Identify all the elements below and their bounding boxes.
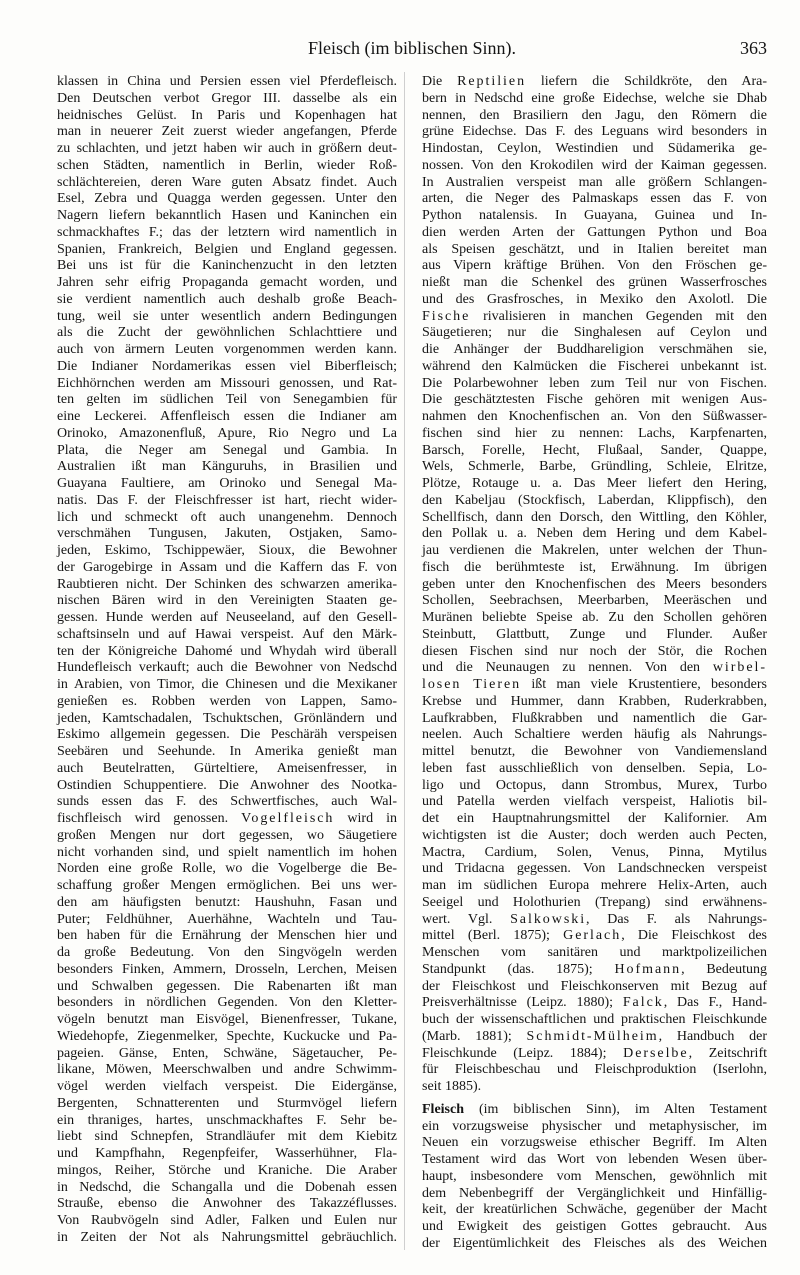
- text-line: Muränen beliebte Speise ab. Zu den Schollen gehören: [422, 610, 767, 625]
- text-line: Plötze, Rotauge u. a. Das Meer liefert den Hering,: [422, 476, 767, 491]
- text-line: fisch die berühmteste ist, Erwähnung. Im übrigen: [422, 559, 767, 575]
- text-line: dem Nebenbegriff der Vergänglichkeit und Hinfällig-: [422, 1185, 767, 1201]
- text-line: ten der Königreiche Dahomé und Whydah wird überall: [57, 643, 397, 659]
- text-line: Eskimo allgemein gegessen. Die Peschäräh verspeisen: [57, 727, 397, 743]
- text-line: und Patella werden vielfach verspeist, Haliotis bil-: [422, 794, 767, 810]
- text-line: [422, 912, 767, 929]
- text-line: sie verdient namentlich auch deshalb große Beach-: [57, 291, 397, 307]
- text-line: nicht vorhanden sind, und spielt namentlich im hohen: [57, 844, 397, 860]
- spaced-emphasis: wirbel-: [712, 660, 767, 676]
- text-line: Schellfisch, dann den Dorsch, den Wittling, den Köhler,: [422, 509, 767, 525]
- text-line: mittel benutzt, die Bewohner von Vandiemensland: [422, 744, 767, 759]
- text-line: großen Mengen nur dort gegessen, wo Säugetiere: [57, 827, 397, 843]
- text-line: eine Leckerei. Affenfleisch essen die Indianer am: [57, 409, 397, 424]
- text-line: Esel, Zebra und Quagga werden gegessen. Unter den: [57, 191, 397, 207]
- text-segment: rivalisieren in manchen Gegenden mit den: [470, 308, 767, 324]
- text-line: ein thraniges, hartes, unschmackhaftes F. Sehr be-: [57, 1112, 397, 1128]
- text-line: arten, die Neger des Palmaskaps essen das F. von: [422, 191, 767, 207]
- text-line: pageien. Gänse, Enten, Schwäne, Sägetaucher, Pe-: [57, 1045, 397, 1061]
- text-line: bern in Nedschd eine große Eidechse, welche sie Dhab: [422, 90, 767, 106]
- text-line: den Pollak u. a. Neben dem Hering und dem Kabel-: [422, 526, 767, 542]
- text-line: keit, der kreatürlichen Schwäche, gegenüber der Macht: [422, 1202, 767, 1218]
- text-line: [422, 660, 767, 677]
- text-line: Norden eine große Rolle, wo die Vogelberge die Be-: [57, 861, 397, 877]
- text-segment: und die Neunaugen zu nennen. Von den: [422, 660, 713, 676]
- text-line: Plata, die Neger am Senegal und Gambia. In: [57, 442, 397, 458]
- text-line: Testament wird das Wort von lebenden Wesen über-: [422, 1152, 767, 1167]
- text-segment: Standpunkt (das. 1875);: [422, 961, 615, 977]
- text-line: wichtigsten ist die Auster; doch werden auch Pecten,: [422, 827, 767, 843]
- spaced-emphasis: Hofmann: [614, 961, 682, 977]
- text-line: zu schlachten, und jetzt haben wir auch in größern deut-: [57, 141, 397, 156]
- text-line: Hindostan, Ceylon, Westindien und Südamerika ge-: [422, 141, 767, 156]
- text-line: [57, 811, 397, 828]
- text-line: Die geschätztesten Fische gehören mit wenigen Aus-: [422, 392, 767, 408]
- text-line: Guayana Faultiere, am Orinoko und Senegal Ma-: [57, 476, 397, 491]
- text-line: den am häufigsten benutzt: Haushuhn, Fasan und: [57, 894, 397, 910]
- text-segment: wird in: [334, 811, 397, 826]
- right-column: [422, 74, 767, 1253]
- text-line: Schollen, Seebrachsen, Meerbarben, Meeräschen und: [422, 593, 767, 609]
- text-line: grüne Eidechse. Das F. des Leguans wird besonders in: [422, 124, 767, 140]
- text-line: Australien ißt man Känguruhs, in Brasilien und: [57, 459, 397, 475]
- text-line: geben unter den Knochenfischen des Meers besonders: [422, 576, 767, 592]
- text-line: und Kampfhahn, Regenpfeifer, Wasserhühner, Fla-: [57, 1146, 397, 1161]
- text-line: da große Bedeutung. Von den Singvögeln werden: [57, 945, 397, 960]
- text-line: nischen Bären wird in den Vereinigten Staaten ge-: [57, 593, 397, 609]
- text-line: schmackhaftes F.; das der letztern wird namentlich in: [57, 224, 397, 240]
- text-line: Die Polarbewohner leben zum Teil nur von Fischen.: [422, 375, 767, 391]
- text-line: jeden, Eskimo, Tschippewäer, Sioux, die Bewohner: [57, 543, 397, 558]
- text-segment: , Das F. als Nahrungs-: [586, 911, 767, 927]
- text-line: Die Indianer Nordamerikas essen viel Biberfleisch;: [57, 358, 397, 374]
- text-line: in Arabien, von Timor, die Chinesen und die Mexikaner: [57, 677, 397, 692]
- text-line: und des Grasfrosches, in Mexiko den Axolotl. Die: [422, 291, 767, 307]
- text-segment: Die: [422, 74, 458, 89]
- text-line: haupt, insbesondere vom Menschen, gewöhnlich mit: [422, 1168, 767, 1184]
- spaced-emphasis: Schmidt-Mülheim: [526, 1028, 659, 1044]
- text-line: ben haben für die Ernährung der Menschen hier und: [57, 928, 397, 944]
- spaced-emphasis: Reptilien: [457, 74, 527, 89]
- text-line: [422, 74, 767, 91]
- text-line: Orinoko, Amazonenfluß, Apure, Rio Negro und La: [57, 425, 397, 441]
- text-line: der Garogebirge in Assam und die Kaffern das F. von: [57, 559, 397, 575]
- text-line: Hundefleisch verkauft; auch die Bewohner von Nedschd: [57, 660, 397, 676]
- article-text-block: [57, 74, 397, 1247]
- text-segment: mittel (Berl. 1875);: [422, 928, 564, 944]
- text-line: Den Deutschen verbot Gregor III. dasselbe als ein: [57, 90, 397, 106]
- text-line: Ostindien Schuppentiere. Die Anwohner des Nootka-: [57, 777, 397, 793]
- text-line: auch Beutelratten, Gürteltiere, Ameisenfresser, in: [57, 760, 397, 776]
- text-line: vögeln benutzt man Eisvögel, Bienenfresser, Tukane,: [57, 1012, 397, 1027]
- spaced-emphasis: Salkowski: [510, 911, 587, 927]
- text-line: seit 1885).: [422, 1079, 482, 1094]
- text-line: auch von ärmern Leuten vorgenommen werden kann.: [57, 342, 397, 357]
- text-line: [422, 309, 767, 326]
- text-line: [422, 962, 767, 979]
- text-line: in Zeiten der Not als Nahrungsmittel gebräuchlich.: [57, 1229, 397, 1245]
- text-line: nießt man die Schenkel des grünen Wasserfrosches: [422, 275, 767, 290]
- text-line: man im südlichen Europa mehrere Helix-Arten, auch: [422, 878, 767, 893]
- text-line: Jahren sehr eifrig Propaganda gemacht worden, und: [57, 275, 397, 290]
- text-segment: fischfleisch wird genossen.: [57, 811, 242, 826]
- text-line: ten gelten im südlichen Teil von Senegambien für: [57, 392, 397, 408]
- text-line: ein vorzugsweise physischer und metaphysischer, im: [422, 1118, 767, 1134]
- text-line: Eichhörnchen werden am Missouri genossen, und Rat-: [57, 375, 397, 391]
- text-line: Steinbutt, Glattbutt, Zunge und Flunder. Außer: [422, 626, 767, 642]
- spaced-emphasis: Vogelfleisch: [241, 811, 335, 826]
- text-line: die Anhänger der Buddhareligion verschmähen sie,: [422, 342, 767, 357]
- text-line: In Australien verspeist man alle größern Schlangen-: [422, 174, 767, 190]
- article-headword: Fleisch: [422, 1101, 464, 1117]
- text-line: aus Vipern kräftige Brühen. Von den Fröschen ge-: [422, 258, 767, 274]
- text-line: leben fast ausschließlich von denselben. Sepia, Lo-: [422, 760, 767, 776]
- text-line: genießen es. Robben werden von Lappen, Samo-: [57, 693, 397, 709]
- column-divider: [404, 72, 405, 1250]
- text-line: Wiedehopfe, Ziegenmelker, Spechte, Kuckucke und Pa-: [57, 1028, 397, 1044]
- text-segment: , Handbuch der: [658, 1028, 767, 1044]
- text-line: und Tridacna gegessen. Von Landschnecken verspeist: [422, 861, 767, 877]
- text-line: det ein Hauptnahrungsmittel der Kalifornier. Am: [422, 811, 767, 826]
- text-line: besonders in nördlichen Gegenden. Von den Kletter-: [57, 995, 397, 1011]
- text-line: [422, 1102, 767, 1119]
- text-line: Mactra, Cardium, Solen, Venus, Pinna, Mytilus: [422, 844, 767, 860]
- text-line: Bei uns ist für die Kaninchenzucht in den letzten: [57, 258, 397, 274]
- page-number: 363: [740, 38, 767, 58]
- text-line: Bergenten, Schnatterenten und Sturmvögel liefern: [57, 1095, 397, 1111]
- text-line: Säugetieren; nur die Singhalesen auf Ceylon und: [422, 325, 767, 341]
- text-line: und Ewigkeit des geistigen Gottes gebraucht. Aus: [422, 1219, 767, 1234]
- spaced-emphasis: Derselbe: [623, 1045, 689, 1061]
- text-line: fischen sind hier zu nennen: Lachs, Karpfenarten,: [422, 425, 767, 441]
- text-line: in Nedschd, die Schangalla und die Dobenah essen: [57, 1179, 397, 1195]
- text-line: natis. Das F. der Fleischfresser ist hart, riecht wider-: [57, 492, 397, 508]
- text-line: besonders Finken, Ammern, Drosseln, Lerchen, Meisen: [57, 961, 397, 977]
- text-line: [422, 995, 767, 1012]
- text-line: als Speisen geschätzt, und in Italien bereitet man: [422, 241, 767, 257]
- running-head: Fleisch (im biblischen Sinn).: [308, 38, 516, 58]
- text-line: Python natalensis. In Guayana, Guinea und In-: [422, 208, 767, 223]
- text-line: der Eigentümlichkeit des Fleisches als des Weichen: [422, 1235, 767, 1251]
- text-line: und Schwalben gegessen. Die Rabenarten ißt man: [57, 978, 397, 994]
- text-line: schlächtereien, deren Ware guten Absatz findet. Auch: [57, 174, 397, 190]
- text-line: schaftsinseln und auf Hawai verspeist. Auf den Märk-: [57, 626, 397, 642]
- spaced-emphasis: Gerlach: [563, 928, 622, 944]
- text-line: Puter; Feldhühner, Auerhähne, Wachteln und Tau-: [57, 911, 397, 927]
- text-line: Neuen ein vorzugsweise ethischer Begriff. Im Alten: [422, 1135, 767, 1151]
- text-line: Barsch, Forelle, Hecht, Flußaal, Sander, Quappe,: [422, 442, 767, 458]
- article-text-block: [422, 74, 767, 1096]
- text-line: ligo und Octopus, dann Strombus, Murex, Turbo: [422, 777, 767, 793]
- text-line: Strauße, ebenso die Anwohner des Takazzéflusses.: [57, 1196, 397, 1212]
- text-line: liebt sind Schnepfen, Strandläufer mit dem Kiebitz: [57, 1129, 397, 1145]
- text-line: [422, 677, 767, 694]
- text-segment: , Die Fleischkost des: [621, 928, 768, 944]
- text-line: likane, Möwen, Meerschwalben und andre Schwimm-: [57, 1062, 397, 1078]
- text-line: Spanien, Frankreich, Belgien und England gegessen.: [57, 241, 397, 257]
- text-line: nennen, den Brasiliern den Jagu, den Römern die: [422, 107, 767, 123]
- text-line: sunds essen das F. des Schwertfisches, auch Wal-: [57, 794, 397, 810]
- text-line: buch der wissenschaftlichen und praktischen Fleischkunde: [422, 1012, 767, 1027]
- left-column: [57, 74, 397, 1247]
- text-line: heidnisches Gelüst. In Paris und Kopenhagen hat: [57, 107, 397, 123]
- spaced-emphasis: Falck: [622, 995, 664, 1011]
- text-line: Krebse und Hummer, dann Krabben, Ruderkrabben,: [422, 693, 767, 709]
- text-line: Menschen vom sanitären und marktpolizeilichen: [422, 945, 767, 960]
- text-line: verschmähen Tungusen, Jakuten, Ostjaken, Samo-: [57, 526, 397, 542]
- text-line: Raubtieren nicht. Der Schinken des schwarzen amerika-: [57, 576, 397, 592]
- article-text-block: [422, 1102, 767, 1253]
- text-segment: Fleischkunde (Leipz. 1884);: [422, 1045, 624, 1061]
- text-segment: Preisverhältnisse (Leipz. 1880);: [422, 995, 623, 1011]
- text-line: klassen in China und Persien essen viel Pferdefleisch.: [57, 74, 397, 89]
- text-segment: , Bedeutung: [681, 961, 768, 977]
- text-segment: (Marb. 1881);: [422, 1028, 527, 1044]
- text-line: nahmen den Knochenfischen an. Von den Süßwasser-: [422, 409, 767, 424]
- text-segment: , Das F., Hand-: [663, 995, 767, 1011]
- text-line: als die Zucht der gewöhnlichen Schlachttiere und: [57, 325, 397, 341]
- text-line: Wels, Schmerle, Barbe, Gründling, Schleie, Elritze,: [422, 459, 767, 475]
- spaced-emphasis: Fische: [422, 308, 471, 324]
- text-line: der Fleischkost und Fleischkonserven mit Bezug auf: [422, 978, 767, 994]
- text-line: Seeigel und Holothurien (Trepang) sind erwähnens-: [422, 894, 767, 910]
- text-line: [422, 1046, 767, 1063]
- text-segment: wert. Vgl.: [422, 911, 511, 927]
- text-segment: liefern die Schildkröte, den Ara-: [526, 74, 767, 89]
- text-line: Seebären und Seehunde. In Amerika genießt man: [57, 744, 397, 759]
- text-line: diesen Fischen sind nur noch der Stör, die Rochen: [422, 643, 767, 659]
- text-line: [422, 928, 767, 945]
- text-segment: ißt man viele Krustentiere, besonders: [521, 677, 767, 692]
- text-segment: , Zeitschrift: [688, 1045, 767, 1061]
- text-line: jau verdienen die Makrelen, unter welchen der Thun-: [422, 543, 767, 558]
- text-line: Nagern liefern bekanntlich Hasen und Kaninchen ein: [57, 208, 397, 223]
- text-line: schaffung großer Mengen ermöglichen. Bei uns wer-: [57, 878, 397, 893]
- text-line: dien werden Arten der Gattungen Python und Boa: [422, 224, 767, 240]
- text-segment: (im biblischen Sinn), im Alten Testament: [464, 1101, 767, 1117]
- text-line: den Kabeljau (Stockfisch, Laberdan, Klippfisch), den: [422, 492, 767, 508]
- text-line: tung, weil sie unter wesentlich andern Bedingungen: [57, 308, 397, 324]
- text-line: lich und schmeckt oft auch unangenehm. Dennoch: [57, 509, 397, 525]
- spaced-emphasis: losen Tieren: [422, 677, 522, 692]
- text-line: neelen. Auch Schaltiere werden häufig als Nahrungs-: [422, 727, 767, 743]
- text-line: gessen. Hunde werden auf Neuseeland, auf den Gesell-: [57, 610, 397, 625]
- text-line: man in neuerer Zeit zuerst wieder angefangen, Pferde: [57, 124, 397, 140]
- text-line: [422, 1029, 767, 1046]
- text-line: nossen. Von den Krokodilen wird der Kaiman gegessen.: [422, 157, 767, 173]
- text-line: während den Kalmücken die Fischerei unbekannt ist.: [422, 358, 767, 374]
- text-line: für Fleischbeschau und Fleischproduktion (Iserlohn,: [422, 1062, 767, 1078]
- text-line: jeden, Kamtschadalen, Tschuktschen, Grönländern und: [57, 710, 397, 726]
- text-line: Von Raubvögeln sind Adler, Falken und Eulen nur: [57, 1213, 397, 1228]
- text-line: vögel werden vielfach verspeist. Die Eidergänse,: [57, 1079, 397, 1094]
- text-line: mingos, Reiher, Störche und Kraniche. Die Araber: [57, 1162, 397, 1178]
- text-line: schen Städten, namentlich in Berlin, wieder Roß-: [57, 157, 397, 173]
- text-line: Laufkrabben, Flußkrabben und namentlich die Gar-: [422, 710, 767, 726]
